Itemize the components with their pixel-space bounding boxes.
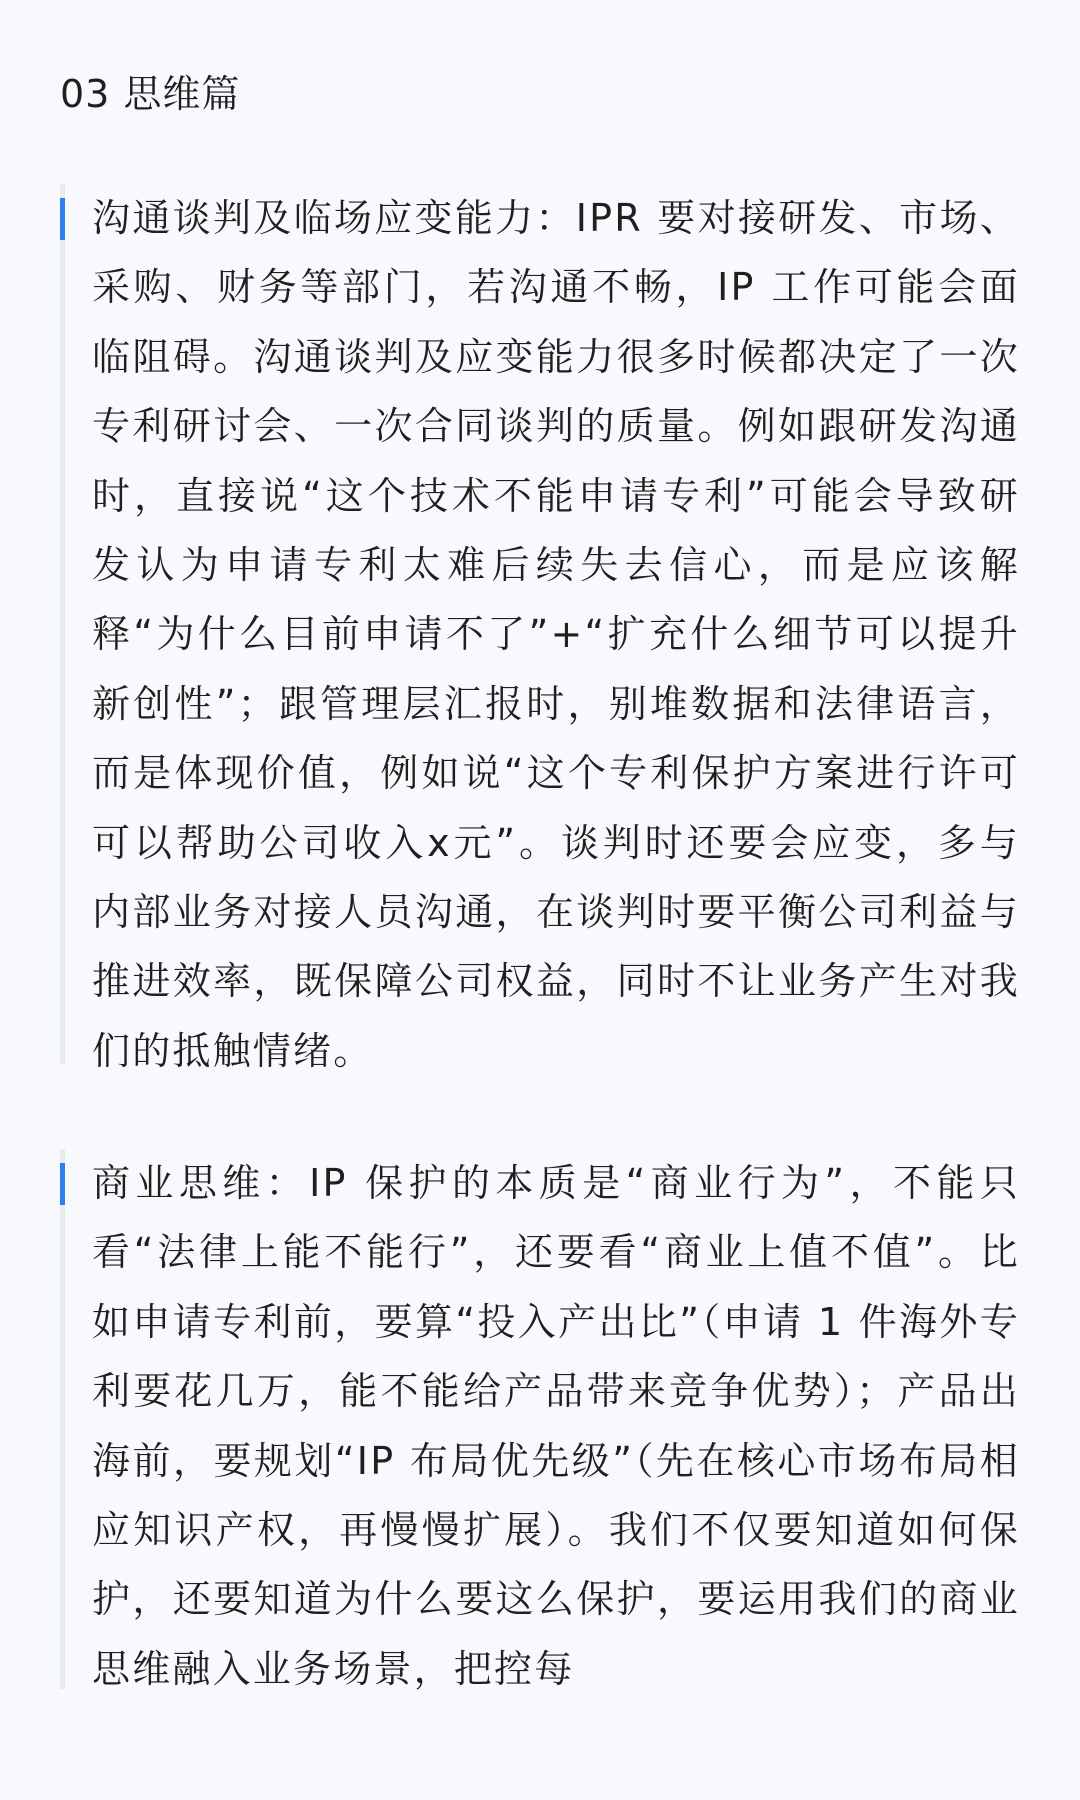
quote-accent-bar	[60, 1163, 65, 1205]
paragraph-block-business	[60, 1149, 1020, 1689]
quote-rail	[60, 1149, 65, 1689]
section-title: 03 思维篇	[60, 72, 241, 116]
quote-rail	[60, 184, 65, 1064]
paragraph-text: 沟通谈判及临场应变能力：IPR 要对接研发、市场、采购、财务等部门，若沟通不畅，IP 工作可能会面临阻碍。沟通谈判及应变能力很多时候都决定了一次专利研讨会、一次合同谈判的质量。例如跟研发沟通时，直接说“这个技术不能申请专利”可能会导致研发认为申请专利太难后续失去信心，而是应该解释“为什么目前申请不了”+“扩充什么细节可以提升新创性”；跟管理层汇报时，别堆数据和法律语言，而是体现价值，例如说“这个专利保护方案进行许可可以帮助公司收入x元”。谈判时还要会应变，多与内部业务对接人员沟通，在谈判时要平衡公司利益与推进效率，既保障公司权益，同时不让业务产生对我们的抵触情绪。	[92, 196, 1020, 1073]
quote-accent-bar	[60, 198, 65, 240]
paragraph-text: 商业思维：IP 保护的本质是“商业行为”，不能只看“法律上能不能行”，还要看“商业上值不值”。比如申请专利前，要算“投入产出比”（申请 1 件海外专利要花几万，能不能给产品带来竞争优势）；产品出海前，要规划“IP 布局优先级”（先在核心市场布局相应知识产权，再慢慢扩展）。我们不仅要知道如何保护，还要知道为什么要这么保护，要运用我们的商业思维融入业务场景，把控每	[92, 1161, 1020, 1691]
paragraph-block-communication	[60, 184, 1020, 1073]
